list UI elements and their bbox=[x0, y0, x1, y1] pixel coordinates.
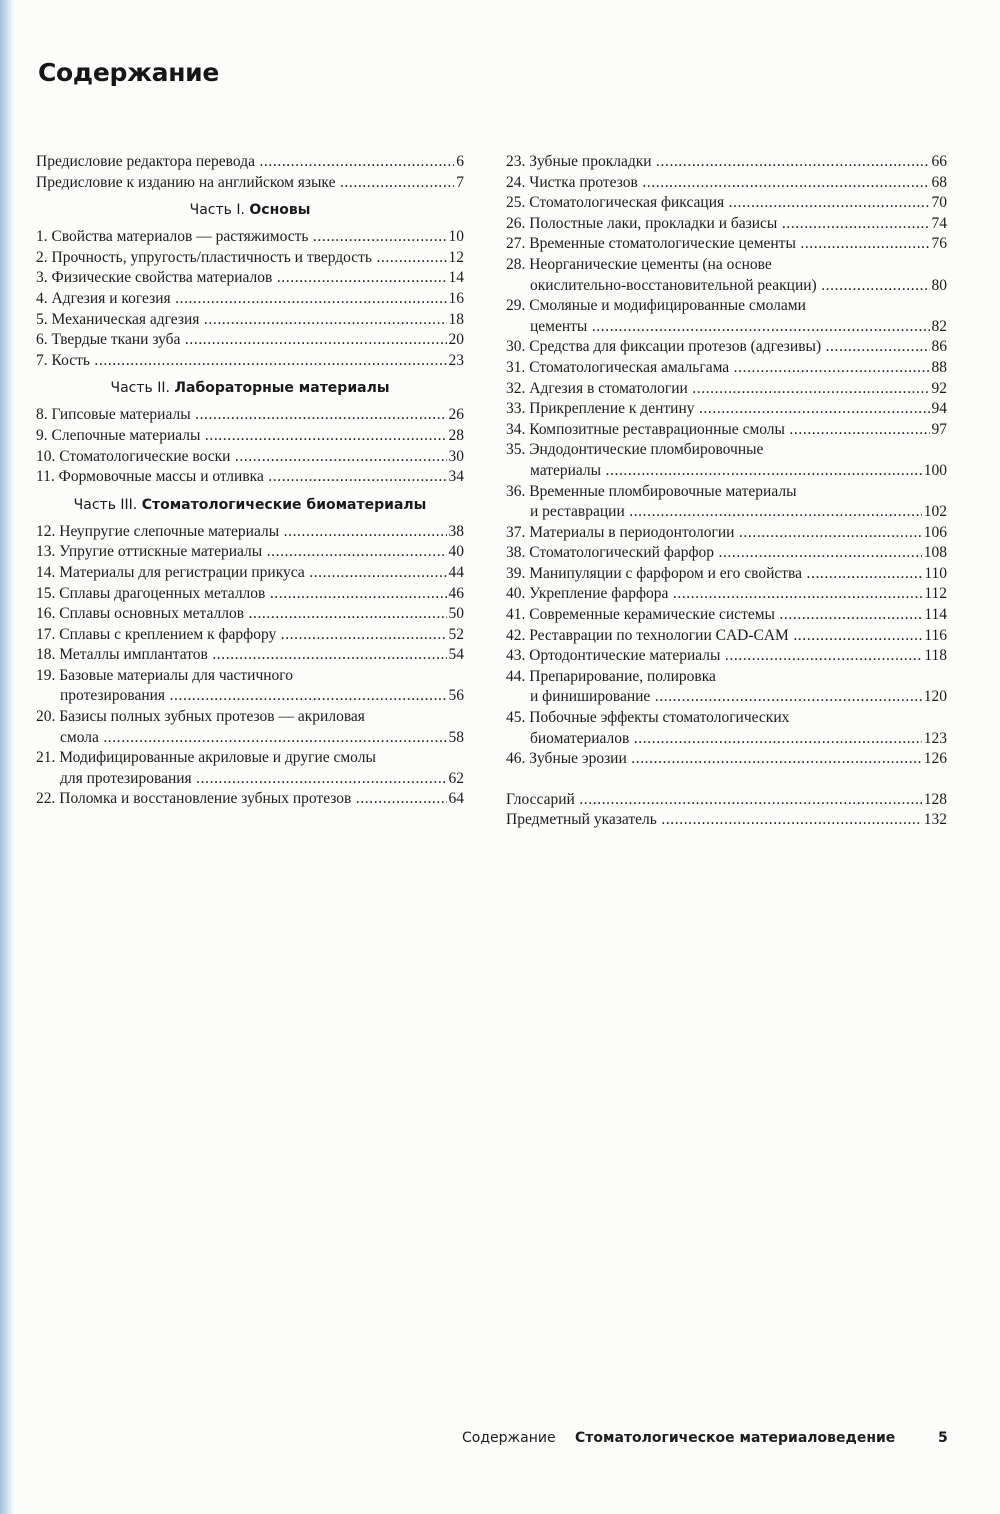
toc-entry-title: и реставрации ..... bbox=[530, 503, 947, 520]
toc-entry-title: 11. Формовочные массы и отливка ..... bbox=[36, 468, 464, 485]
toc-entry[interactable] bbox=[506, 646, 947, 667]
toc-entry-page: 52 bbox=[447, 625, 465, 646]
toc-entry-title: смола ..... bbox=[60, 729, 464, 746]
toc-entry-title: 5. Механическая адгезия ..... bbox=[36, 311, 464, 328]
toc-entry-page: 23 bbox=[447, 351, 465, 372]
toc-entry-title: 3. Физические свойства материалов ..... bbox=[36, 269, 464, 286]
toc-entry-title: Предметный указатель ..... bbox=[506, 811, 947, 828]
toc-entry-title: и финиширование ..... bbox=[530, 688, 947, 705]
toc-entry-page: 112 bbox=[922, 584, 947, 605]
toc-entry[interactable] bbox=[36, 789, 464, 810]
toc-entry-page: 58 bbox=[447, 728, 465, 749]
toc-entry-title: Предисловие редактора перевода ..... bbox=[36, 153, 464, 170]
toc-entry-page: 10 bbox=[447, 227, 465, 248]
toc-entry-page: 123 bbox=[922, 729, 947, 750]
toc-entry[interactable] bbox=[506, 790, 947, 811]
toc-entry[interactable] bbox=[506, 461, 947, 482]
toc-entry-title: 42. Реставрации по технологии CAD-CAM ..... bbox=[506, 627, 947, 644]
toc-entry-title: 30. Средства для фиксации протезов (адгезивы) ..... bbox=[506, 338, 947, 355]
section-heading bbox=[36, 371, 464, 405]
toc-entry-title-line: 44. Препарирование, полировка bbox=[506, 667, 716, 685]
toc-entry-title: 34. Композитные реставрационные смолы ..... bbox=[506, 421, 947, 438]
toc-entry-page: 66 bbox=[930, 152, 948, 173]
toc-entry-title: 31. Стоматологическая амальгама ..... bbox=[506, 359, 947, 376]
toc-entry[interactable] bbox=[506, 358, 947, 379]
toc-entry-page: 20 bbox=[447, 330, 465, 351]
toc-entry[interactable] bbox=[506, 399, 947, 420]
toc-entry[interactable] bbox=[36, 686, 464, 707]
toc-entry-title: 15. Сплавы драгоценных металлов ..... bbox=[36, 585, 464, 602]
toc-right-column bbox=[506, 152, 947, 831]
toc-entry-page: 128 bbox=[922, 790, 947, 811]
toc-entry-page: 86 bbox=[930, 337, 948, 358]
toc-entry-title: 40. Укрепление фарфора ..... bbox=[506, 585, 947, 602]
toc-entry-title: 18. Металлы имплантатов ..... bbox=[36, 646, 464, 663]
toc-entry-title: 6. Твердые ткани зуба ..... bbox=[36, 331, 464, 348]
toc-entry[interactable] bbox=[36, 563, 464, 584]
toc-entry[interactable] bbox=[36, 604, 464, 625]
toc-entry-title: 32. Адгезия в стоматологии ..... bbox=[506, 380, 947, 397]
toc-entry-title: 39. Манипуляции с фарфором и его свойства ..... bbox=[506, 565, 947, 582]
toc-entry-title-line: 21. Модифицированные акриловые и другие смолы bbox=[36, 749, 376, 767]
toc-entry[interactable] bbox=[506, 810, 947, 831]
toc-entry-page: 64 bbox=[447, 789, 465, 810]
toc-entry[interactable] bbox=[36, 645, 464, 666]
toc-entry-title-line: 35. Эндодонтические пломбировочные bbox=[506, 441, 764, 459]
toc-entry[interactable] bbox=[36, 330, 464, 351]
toc-entry-page: 70 bbox=[930, 193, 948, 214]
toc-entry-title: 17. Сплавы с креплением к фарфору ..... bbox=[36, 626, 464, 643]
page-edge-tint bbox=[0, 0, 14, 1514]
toc-entry-page: 6 bbox=[454, 152, 464, 173]
toc-entry-page: 92 bbox=[930, 379, 948, 400]
toc-entry-title: 2. Прочность, упругость/пластичность и твердость ..... bbox=[36, 249, 464, 266]
toc-entry-page: 26 bbox=[447, 405, 465, 426]
toc-entry[interactable] bbox=[506, 214, 947, 235]
toc-entry[interactable] bbox=[506, 543, 947, 564]
toc-entry-title: 1. Свойства материалов — растяжимость ..... bbox=[36, 228, 464, 245]
page-title: Содержание bbox=[38, 58, 220, 87]
page-footer bbox=[0, 1430, 1000, 1452]
footer-section: Содержание bbox=[462, 1430, 556, 1446]
toc-entry[interactable] bbox=[36, 227, 464, 248]
toc-entry-page: 94 bbox=[930, 399, 948, 420]
toc-entry-page: 40 bbox=[447, 542, 465, 563]
toc-entry-page: 116 bbox=[922, 626, 947, 647]
toc-entry[interactable] bbox=[506, 626, 947, 647]
toc-entry-title: окислительно-восстановительной реакции) ..... bbox=[530, 277, 947, 294]
toc-entry[interactable] bbox=[506, 379, 947, 400]
toc-entry-page: 54 bbox=[447, 645, 465, 666]
toc-entry[interactable] bbox=[506, 564, 947, 585]
toc-entry-title: 46. Зубные эрозии ..... bbox=[506, 750, 947, 767]
toc-entry-title: 14. Материалы для регистрации прикуса ..... bbox=[36, 564, 464, 581]
toc-entry-title: 12. Неупругие слепочные материалы ..... bbox=[36, 523, 464, 540]
toc-entry-page: 110 bbox=[922, 564, 947, 585]
footer-book-title: Стоматологическое материаловедение bbox=[575, 1430, 896, 1446]
toc-entry-page: 108 bbox=[922, 543, 947, 564]
toc-entry[interactable] bbox=[36, 426, 464, 447]
toc-entry-title: 22. Поломка и восстановление зубных протезов ..... bbox=[36, 790, 464, 807]
toc-entry-title: 4. Адгезия и когезия ..... bbox=[36, 290, 464, 307]
toc-entry-page: 102 bbox=[922, 502, 947, 523]
toc-entry-page: 82 bbox=[930, 317, 948, 338]
toc-entry[interactable] bbox=[506, 234, 947, 255]
toc-entry-page: 56 bbox=[447, 686, 465, 707]
toc-entry[interactable] bbox=[36, 173, 464, 194]
toc-entry-page: 46 bbox=[447, 584, 465, 605]
toc-entry-title-line: 29. Смоляные и модифицированные смолами bbox=[506, 297, 806, 315]
toc-entry[interactable] bbox=[506, 152, 947, 173]
toc-entry-title: 8. Гипсовые материалы ..... bbox=[36, 406, 464, 423]
toc-entry[interactable] bbox=[36, 584, 464, 605]
toc-entry-page: 88 bbox=[930, 358, 948, 379]
toc-entry-page: 44 bbox=[447, 563, 465, 584]
toc-entry-page: 30 bbox=[447, 447, 465, 468]
toc-entry[interactable] bbox=[36, 625, 464, 646]
toc-entry-title-line: 19. Базовые материалы для частичного bbox=[36, 666, 294, 684]
toc-entry-title: 27. Временные стоматологические цементы ..... bbox=[506, 235, 947, 252]
toc-entry-page: 80 bbox=[930, 276, 948, 297]
toc-entry-title: 26. Полостные лаки, прокладки и базисы ..... bbox=[506, 215, 947, 232]
toc-entry-page: 106 bbox=[922, 523, 947, 544]
toc-entry[interactable] bbox=[36, 467, 464, 488]
toc-entry-title: цементы ..... bbox=[530, 318, 947, 335]
toc-entry-page: 126 bbox=[922, 749, 947, 770]
toc-entry-page: 38 bbox=[447, 522, 465, 543]
toc-entry-title: материалы ..... bbox=[530, 462, 947, 479]
section-heading-label: Часть III. bbox=[73, 496, 138, 513]
toc-entry-page: 50 bbox=[447, 604, 465, 625]
toc-entry-page: 100 bbox=[922, 461, 947, 482]
toc-entry[interactable] bbox=[36, 522, 464, 543]
toc-entry[interactable] bbox=[36, 769, 464, 790]
toc-entry[interactable] bbox=[36, 289, 464, 310]
toc-entry-title: 23. Зубные прокладки ..... bbox=[506, 153, 947, 170]
toc-entry-page: 62 bbox=[447, 769, 465, 790]
toc-entry-page: 34 bbox=[447, 467, 465, 488]
toc-entry[interactable] bbox=[36, 728, 464, 749]
toc-entry[interactable] bbox=[36, 310, 464, 331]
toc-entry-title-line: 20. Базисы полных зубных протезов — акриловая bbox=[36, 708, 365, 726]
toc-entry[interactable] bbox=[506, 276, 947, 297]
toc-entry[interactable] bbox=[506, 729, 947, 750]
toc-entry-page: 76 bbox=[930, 234, 948, 255]
toc-entry[interactable] bbox=[36, 542, 464, 563]
toc-entry-title: Глоссарий ..... bbox=[506, 791, 947, 808]
toc-entry-title: Предисловие к изданию на английском языке ..... bbox=[36, 174, 464, 191]
toc-entry[interactable] bbox=[36, 268, 464, 289]
toc-entry-page: 18 bbox=[447, 310, 465, 331]
toc-entry[interactable] bbox=[506, 337, 947, 358]
toc-entry-title: протезирования ..... bbox=[60, 687, 464, 704]
toc-entry[interactable] bbox=[36, 248, 464, 269]
toc-entry-page: 7 bbox=[454, 173, 464, 194]
toc-entry[interactable] bbox=[36, 351, 464, 372]
section-heading bbox=[36, 193, 464, 227]
section-heading-name: Лабораторные материалы bbox=[174, 380, 390, 397]
toc-entry-title-line: 36. Временные пломбировочные материалы bbox=[506, 482, 797, 500]
toc-entry-title: 7. Кость ..... bbox=[36, 352, 464, 369]
toc-entry[interactable] bbox=[36, 447, 464, 468]
section-heading-label: Часть II. bbox=[110, 380, 170, 397]
toc-entry[interactable] bbox=[506, 584, 947, 605]
toc-entry-title: 38. Стоматологический фарфор ..... bbox=[506, 544, 947, 561]
toc-entry-title: 25. Стоматологическая фиксация ..... bbox=[506, 194, 947, 211]
section-heading bbox=[36, 488, 464, 522]
toc-entry-page: 74 bbox=[930, 214, 948, 235]
toc-entry-page: 114 bbox=[922, 605, 947, 626]
toc-entry-page: 132 bbox=[922, 810, 947, 831]
toc-entry[interactable] bbox=[506, 420, 947, 441]
toc-entry-title: 16. Сплавы основных металлов ..... bbox=[36, 605, 464, 622]
toc-entry[interactable] bbox=[506, 687, 947, 708]
toc-entry-page: 120 bbox=[922, 687, 947, 708]
toc-entry[interactable] bbox=[506, 523, 947, 544]
toc-entry[interactable] bbox=[506, 317, 947, 338]
toc-entry-title: 24. Чистка протезов ..... bbox=[506, 174, 947, 191]
toc-entry-page: 12 bbox=[447, 248, 465, 269]
toc-entry-title-line: 28. Неорганические цементы (на основе bbox=[506, 255, 772, 273]
section-heading-name: Основы bbox=[249, 202, 311, 219]
toc-entry-title: 37. Материалы в периодонтологии ..... bbox=[506, 524, 947, 541]
toc-left-column bbox=[36, 152, 464, 810]
toc-entry-page: 28 bbox=[447, 426, 465, 447]
toc-entry-title: 13. Упругие оттискные материалы ..... bbox=[36, 543, 464, 560]
section-heading-label: Часть I. bbox=[189, 202, 245, 219]
toc-entry-title: 41. Современные керамические системы ..... bbox=[506, 606, 947, 623]
toc-spacer bbox=[506, 770, 947, 790]
toc-entry-title: биоматериалов ..... bbox=[530, 730, 947, 747]
toc-entry-title: 33. Прикрепление к дентину ..... bbox=[506, 400, 947, 417]
toc-entry[interactable] bbox=[506, 502, 947, 523]
toc-entry-page: 14 bbox=[447, 268, 465, 289]
toc-entry-title-line: 45. Побочные эффекты стоматологических bbox=[506, 709, 790, 727]
toc-entry[interactable] bbox=[506, 173, 947, 194]
toc-entry-title: 10. Стоматологические воски ..... bbox=[36, 448, 464, 465]
toc-entry-title: 9. Слепочные материалы ..... bbox=[36, 427, 464, 444]
toc-entry[interactable] bbox=[506, 193, 947, 214]
toc-entry-page: 118 bbox=[922, 646, 947, 667]
toc-entry-page: 97 bbox=[930, 420, 948, 441]
toc-entry-page: 16 bbox=[447, 289, 465, 310]
section-heading-name: Стоматологические биоматериалы bbox=[141, 496, 427, 513]
toc-entry-page: 68 bbox=[930, 173, 948, 194]
toc-entry[interactable] bbox=[506, 749, 947, 770]
toc-entry-title: 43. Ортодонтические материалы ..... bbox=[506, 647, 947, 664]
toc-entry-title: для протезирования ..... bbox=[60, 770, 464, 787]
toc-entry[interactable] bbox=[36, 152, 464, 173]
toc-entry[interactable] bbox=[36, 405, 464, 426]
toc-entry[interactable] bbox=[506, 605, 947, 626]
footer-page-number: 5 bbox=[938, 1430, 948, 1446]
